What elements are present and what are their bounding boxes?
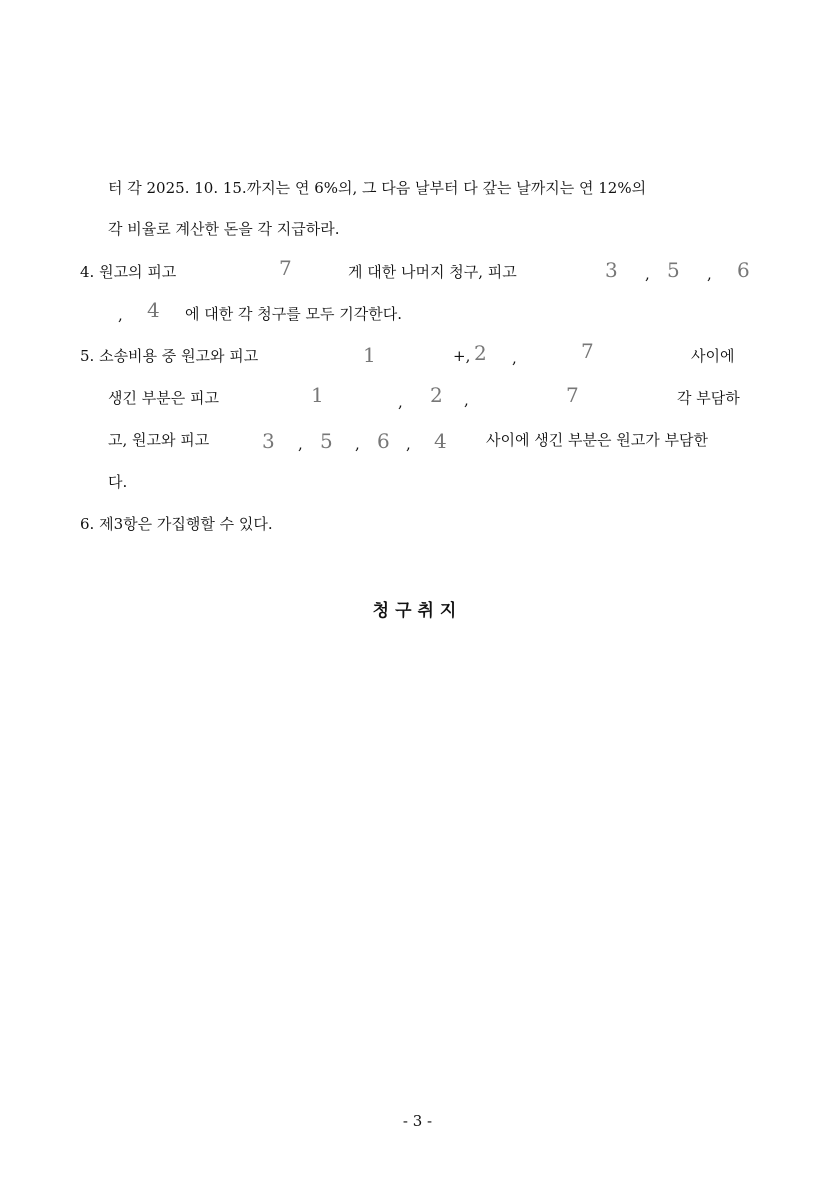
- item5-masked-defendant-7: 3: [262, 429, 275, 453]
- item5-comma: ,: [512, 349, 517, 367]
- item5-masked-defendant-6: 7: [566, 383, 579, 407]
- item4-comma-2: ,: [707, 265, 712, 283]
- item5-text-b: +,: [453, 347, 471, 365]
- item5-masked-defendant-1: 1: [363, 343, 376, 367]
- item4-text-d: 에 대한 각 청구를 모두 기각한다.: [185, 305, 402, 323]
- item4-comma-1: ,: [645, 265, 650, 283]
- item5-text-h: 각 부담하: [677, 389, 740, 407]
- item5-text-k: 사이에 생긴 부분은 원고가 부담한: [486, 431, 708, 449]
- item4-text-a: 4. 원고의 피고: [80, 263, 177, 281]
- item5-masked-defendant-9: 6: [377, 429, 390, 453]
- item6-text: 6. 제3항은 가집행할 수 있다.: [80, 515, 273, 533]
- item4-masked-defendant-1: 7: [279, 256, 292, 280]
- item5-comma-j1: ,: [298, 435, 303, 453]
- item5-text-i: 고, 원고와 피고: [108, 431, 210, 449]
- body-line-2: 각 비율로 계산한 돈을 각 지급하라.: [108, 220, 340, 238]
- item5-text-d: 사이에: [691, 347, 735, 365]
- item5-comma-f: ,: [398, 393, 403, 411]
- item4-masked-defendant-3: 5: [667, 258, 680, 282]
- body-line-1: 터 각 2025. 10. 15.까지는 연 6%의, 그 다음 날부터 다 갚는 날까지는 연 12%의: [108, 179, 647, 197]
- item5-masked-defendant-10: 4: [434, 429, 447, 453]
- item5-masked-defendant-2: 2: [474, 341, 487, 365]
- item5-masked-defendant-3: 7: [581, 339, 594, 363]
- item5-text-l: 다.: [108, 473, 128, 491]
- item4-masked-defendant-4: 6: [737, 258, 750, 282]
- item5-text-e: 생긴 부분은 피고: [108, 389, 219, 407]
- item5-masked-defendant-8: 5: [320, 429, 333, 453]
- item5-comma-j3: ,: [406, 435, 411, 453]
- item4-text-b: 게 대한 나머지 청구, 피고: [348, 263, 517, 281]
- section-title: 청구취지: [372, 601, 463, 621]
- item5-comma-g: ,: [464, 391, 469, 409]
- item4-masked-defendant-2: 3: [605, 258, 618, 282]
- item5-masked-defendant-5: 2: [430, 383, 443, 407]
- item5-masked-defendant-4: 1: [311, 383, 324, 407]
- item5-text-a: 5. 소송비용 중 원고와 피고: [80, 347, 259, 365]
- item5-comma-j2: ,: [355, 435, 360, 453]
- item4-comma-3: ,: [118, 306, 123, 324]
- item4-masked-defendant-5: 4: [147, 298, 160, 322]
- page-number: - 3 -: [402, 1112, 433, 1130]
